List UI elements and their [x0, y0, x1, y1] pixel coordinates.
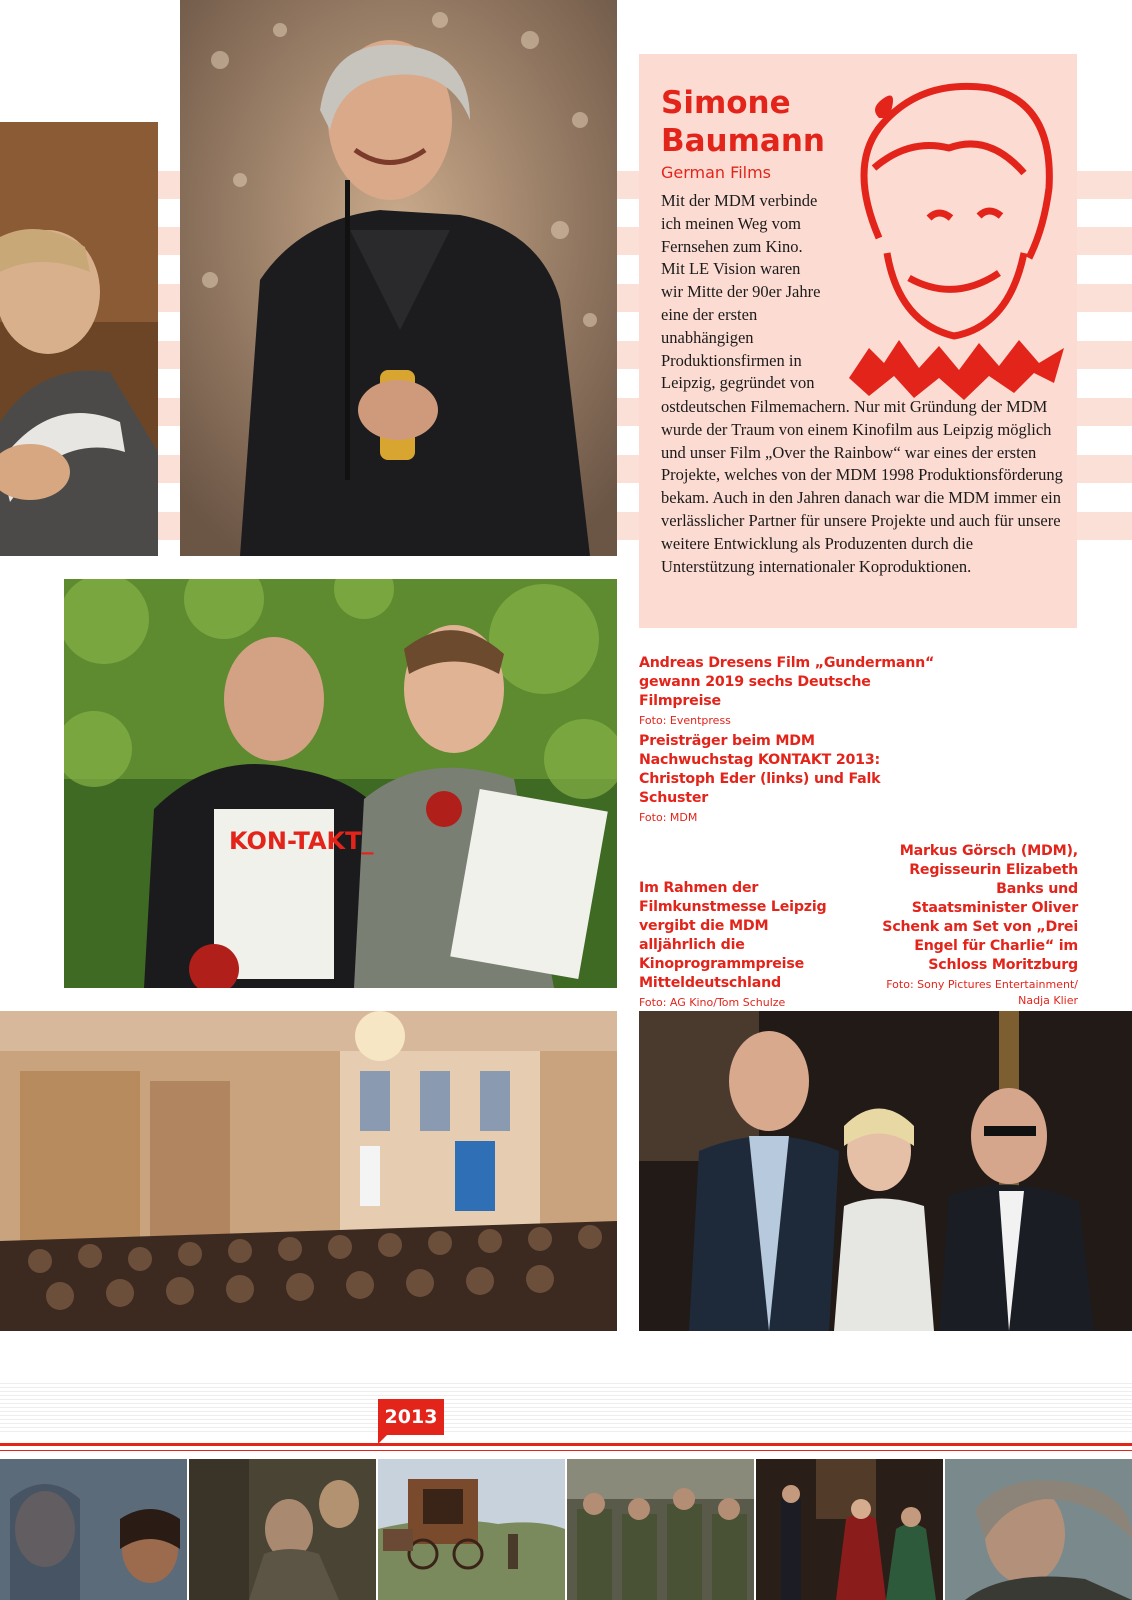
caption-kontakt: Preisträger beim MDM Nachwuchstag KONTAKT 2013: Christoph Eder (links) und Falk Schuster Foto: MDM	[639, 733, 881, 824]
film-still-5	[756, 1459, 943, 1600]
photo-kontakt-winners	[64, 579, 617, 988]
quote-text-part2: ostdeutschen Filmemachern. Nur mit Gründung der MDM wurde der Traum von einem Kinofilm aus Leipzig möglich und unser Film „Over the Rainbow“ war eines der ersten Projekte, welches von der MDM 1998 Produktionsförderung bekam. Auch in den Jahren danach war die MDM immer ein verlässlicher Partner für unsere Projekte und auch für unsere weitere Entwicklung als Produzenten durch die Unterstützung internationaler Koproduktionen.	[661, 397, 1063, 576]
caption-kinoprogrammpreise: Im Rahmen der Filmkunstmesse Leipzig vergibt die MDM alljährlich die Kinoprogrammpreise Mitteldeutschland Foto: AG Kino/Tom Schulze	[639, 880, 827, 1009]
portrait-illustration	[839, 78, 1071, 404]
film-still-6	[945, 1459, 1132, 1600]
caption-drei-engel: Markus Görsch (MDM), Regisseurin Elizabeth Banks und Staatsminister Oliver Schenk am Set von „Drei Engel für Charlie“ im Schloss Moritzburg Foto: Sony Pictures Entertainment/ Nadja Klier	[882, 843, 1078, 1007]
quote-author-name: Simone Baumann	[661, 85, 825, 159]
quote-text-part1: Mit der MDM verbinde ich meinen Weg vom Fernsehen zum Kino. Mit LE Vision waren wir Mitte der 90er Jahre eine der ersten unabhängigen Produktionsfirmen in Leipzig, gegründet von	[661, 191, 821, 393]
timeline-line	[0, 1443, 1132, 1446]
film-still-1	[0, 1459, 187, 1600]
quote-author-organization: German Films	[661, 163, 772, 182]
film-still-2	[189, 1459, 376, 1600]
caption-gundermann: Andreas Dresens Film „Gundermann“ gewann 2019 sechs Deutsche Filmpreise Foto: Eventpress	[639, 655, 935, 727]
certificate-logo: KON-TAKT_	[229, 827, 374, 855]
timeline-band	[0, 1380, 1132, 1435]
photo-young-man-scarf	[0, 122, 158, 556]
film-still-4	[567, 1459, 754, 1600]
film-still-3	[378, 1459, 565, 1600]
photo-award-hall	[0, 1011, 617, 1331]
photo-drei-engel-set	[639, 1011, 1132, 1331]
quote-box	[639, 54, 1077, 628]
timeline-year-badge-tail	[378, 1435, 387, 1444]
photo-andreas-dresen-award	[180, 0, 617, 556]
timeline-year-badge: 2013	[378, 1399, 444, 1435]
timeline-line-thin	[0, 1450, 1132, 1451]
